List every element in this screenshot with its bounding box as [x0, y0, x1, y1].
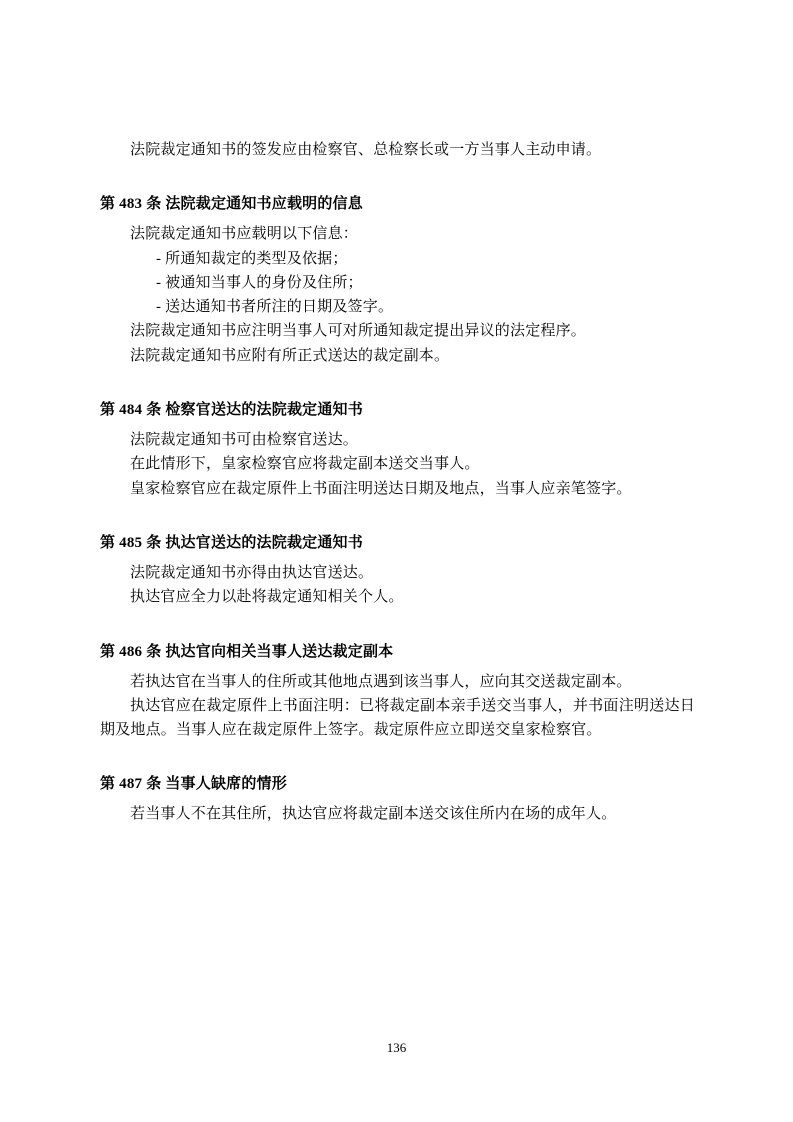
page-number: 136 [386, 1040, 407, 1055]
spacer [100, 368, 695, 398]
paragraph: 执达官应全力以赴将裁定通知相关个人。 [130, 589, 404, 606]
spacer [100, 742, 695, 772]
article-heading-485: 第 485 条 执达官送达的法院裁定通知书 [100, 534, 363, 551]
paragraph: 执达官应在裁定原件上书面注明：已将裁定副本亲手送交当事人，并书面注明送达日期及地点。当事人应在裁定原件上签字。裁定原件应立即送交皇家检察官。 [100, 697, 695, 739]
list-item: - 所通知裁定的类型及依据； [156, 250, 348, 267]
paragraph: 若当事人不在其住所，执达官应将裁定副本送交该住所内在场的成年人。 [130, 806, 617, 823]
document-body [100, 138, 695, 827]
article-heading-483: 第 483 条 法院裁定通知书应载明的信息 [100, 196, 363, 213]
paragraph: 法院裁定通知书应载明以下信息： [130, 226, 359, 243]
paragraph: 法院裁定通知书应注明当事人可对所通知裁定提出异议的法定程序。 [130, 323, 587, 340]
paragraph: 在此情形下，皇家检察官应将裁定副本送交当事人。 [130, 456, 480, 473]
paragraph: 法院裁定通知书的签发应由检察官、总检察长或一方当事人主动申请。 [130, 142, 602, 158]
paragraph: 法院裁定通知书可由检察官送达。 [130, 432, 359, 449]
spacer [100, 501, 695, 531]
paragraph: 法院裁定通知书应附有所正式送达的裁定副本。 [130, 347, 450, 364]
spacer [100, 162, 695, 192]
paragraph: 法院裁定通知书亦得由执达官送达。 [130, 564, 374, 581]
paragraph: 皇家检察官应在裁定原件上书面注明送达日期及地点，当事人应亲笔签字。 [130, 480, 632, 497]
paragraph: 若执达官在当事人的住所或其他地点遇到该当事人，应向其交送裁定副本。 [130, 673, 632, 690]
list-item: - 被通知当事人的身份及住所； [156, 274, 363, 291]
article-heading-484: 第 484 条 检察官送达的法院裁定通知书 [100, 402, 363, 419]
list-item: - 送达通知书者所注的日期及签字。 [156, 299, 394, 316]
article-heading-486: 第 486 条 执达官向相关当事人送达裁定副本 [100, 643, 394, 660]
spacer [100, 610, 695, 640]
article-heading-487: 第 487 条 当事人缺席的情形 [100, 776, 287, 793]
